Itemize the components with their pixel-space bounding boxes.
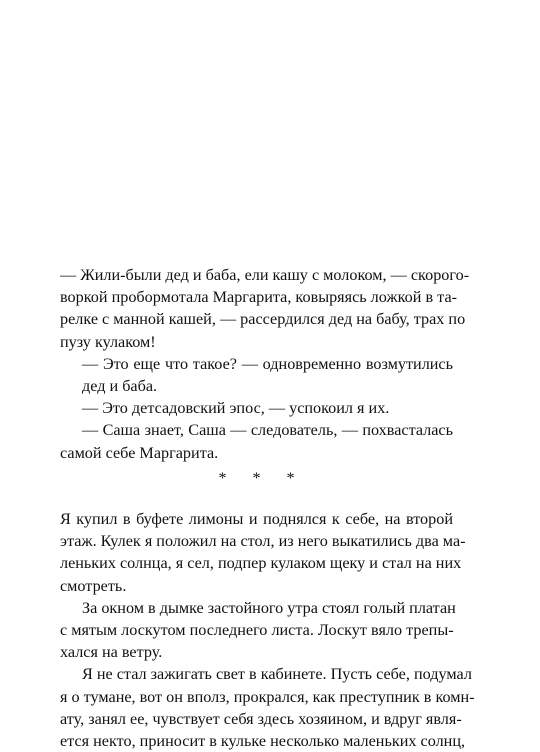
text-line: дед и баба. (82, 377, 158, 396)
paragraph (60, 597, 456, 664)
text-line: За окном в дымке застойного утра стоял голый платан (82, 598, 456, 617)
paragraph (60, 264, 470, 353)
text-line: смотреть. (60, 576, 127, 595)
text-line: воркой пробормотала Маргарита, ковыряясь ложкой в та- (60, 288, 458, 307)
text-line: этаж. Кулек я положил на стол, из него выкатились два ма- (60, 532, 466, 551)
text-line: ется некто, приносит в кульке несколько маленьких солнц, (60, 732, 466, 751)
text-line: Я не стал зажигать свет в кабинете. Пусть себе, подумал (82, 665, 472, 684)
text-line: Я купил в буфете лимоны и поднялся к себе, на второй (60, 510, 453, 528)
paragraph (60, 353, 453, 397)
narrative-block (60, 508, 475, 752)
asterisk: * (286, 470, 295, 487)
asterisk: * (252, 470, 261, 487)
text-line: пузу кулаком! (60, 332, 156, 351)
text-line: ату, занял ее, чувствует себя здесь хозяином, и вдруг явля- (60, 709, 462, 728)
paragraph (60, 508, 466, 597)
text-line: с мятым лоскутом последнего листа. Лоскут вяло трепы- (60, 621, 454, 640)
text-line: — Саша знает, Саша — следователь, — похвасталась (82, 421, 453, 440)
text-line: самой себе Маргарита. (60, 443, 219, 462)
paragraph (60, 663, 475, 752)
dialogue-block (60, 264, 470, 464)
text-line: релке с манной кашей, — рассердился дед на бабу, трах по (60, 310, 466, 329)
text-line: — Это детсадовский эпос, — успокоил я их. (82, 399, 390, 418)
text-line: леньких солнца, я сел, подпер кулаком щеку и стал на них (60, 554, 462, 573)
paragraph (60, 397, 453, 419)
asterisk: * (218, 470, 227, 487)
text-line: — Жили-были дед и баба, ели кашу с молоком, — скорого- (60, 266, 470, 284)
text-line: хался на ветру. (60, 643, 163, 662)
text-line: — Это еще что такое? — одновременно возмутились (82, 354, 453, 373)
paragraph (60, 419, 453, 463)
section-separator (60, 470, 453, 488)
text-line: я о тумане, вот он вполз, прокрался, как преступник в комн- (60, 687, 475, 706)
